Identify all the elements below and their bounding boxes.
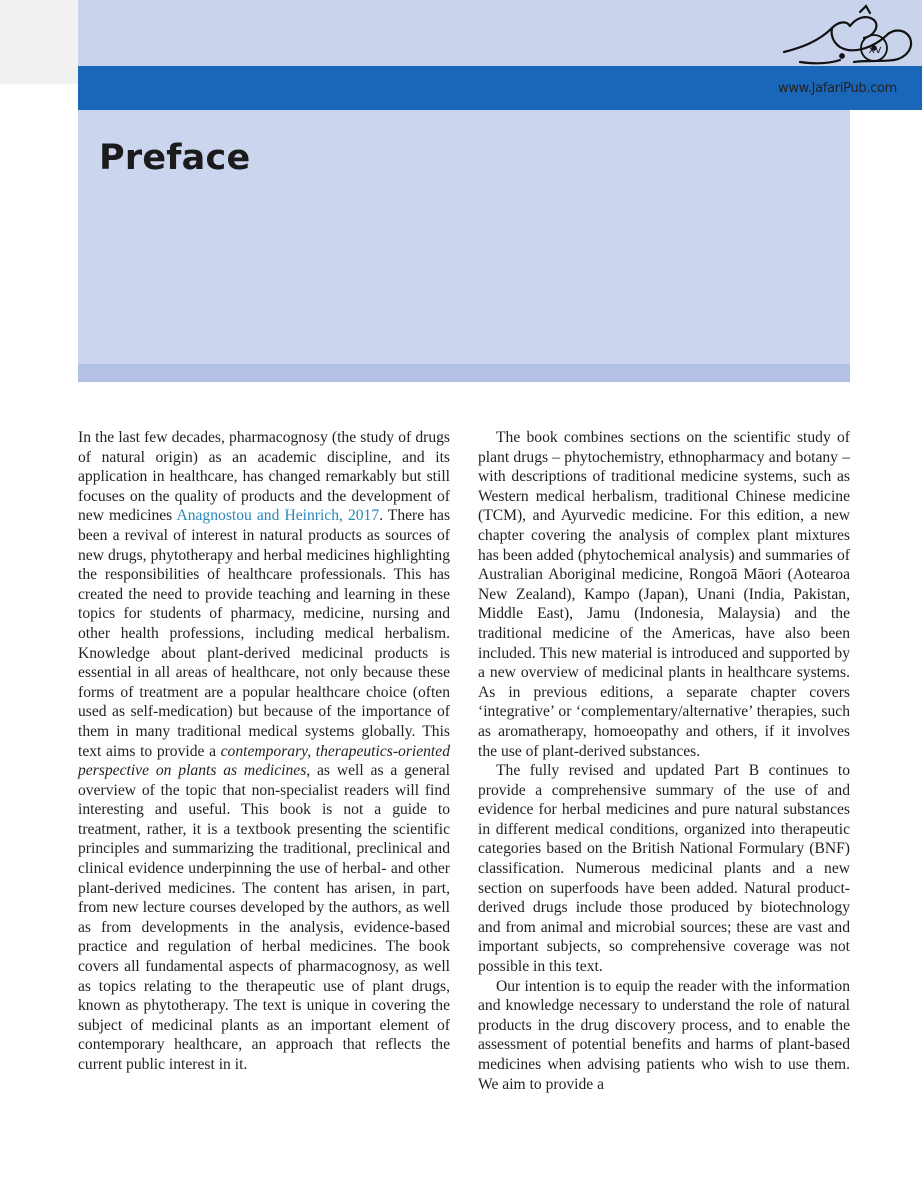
emphasized-text: contemporary, therapeutics-oriented perspective on plants as medicines xyxy=(78,742,450,780)
paragraph-text: , as well as a general overview of the topic that non-specialist readers will find interesting and useful. This book is not a guide to treatment, rather, it is a textbook presenting the scientific principles and summarizing the traditional, preclinical and clinical evidence underpinning the use of herbal- and other plant-derived medicines. The content has arisen, in part, from new lecture courses developed by the authors, as well as from developments in the analysis, evidence-based practice and regulation of herbal medicines. The book covers all fundamental aspects of pharmacognosy, as well as topics relating to the therapeutic use of plant drugs, known as phytotherapy. The text is unique in covering the subject of medicinal plants as an important element of contemporary healthcare, an approach that reflects the current public interest in it. xyxy=(78,762,450,1073)
chapter-header-bottom-strip xyxy=(78,364,850,382)
page-number: xv xyxy=(868,43,882,56)
publisher-website-url: www.JafariPub.com xyxy=(778,81,898,96)
paragraph-text: In the last few decades, pharmacognosy (the study of drugs of natural origin) as an academic discipline, and its application in healthcare, has changed remarkably but still focuses on the quality of products and the development of new medicines xyxy=(78,429,450,525)
paragraph xyxy=(78,428,450,1075)
page-title: Preface xyxy=(99,138,251,178)
page-edge-tab xyxy=(0,0,78,84)
paragraph: The book combines sections on the scientific study of plant drugs – phytochemistry, ethnopharmacy and botany – with descriptions of traditional medicine systems, such as Western medical herbalism, traditional Chinese medicine (TCM), and Ayurvedic medicine. For this edition, a new chapter covering the analysis of complex plant mixtures has been added (phytochemical analysis) and summaries of Australian Aboriginal medicine, Rongoā Māori (Aotearoa New Zealand), Kampo (Japan), Unani (India, Pakistan, Middle East), Jamu (Indonesia, Malaysia) and the traditional medicine of the Americas, have also been included. This new material is introduced and supported by a new overview of medicinal plants in healthcare systems. As in previous editions, a separate chapter covers ‘integrative’ or ‘complementary/alternative’ therapies, such as aromatherapy, homoeopathy and others, if it involves the use of plant-derived substances. xyxy=(478,429,850,760)
paragraph: Our intention is to equip the reader with the information and knowledge necessary to understand the role of natural products in the drug discovery process, and to enable the assessment of potential benefits and harms of plant-based medicines when advising patients who wish to use them. We aim to provide a xyxy=(478,977,850,1093)
publisher-logo xyxy=(770,4,920,104)
citation-link[interactable]: Anagnostou and Heinrich, 2017 xyxy=(176,507,380,525)
left-text-column xyxy=(78,428,450,1075)
paragraph-text: . There has been a revival of interest in natural products as sources of new drugs, phytotherapy and herbal medicines highlighting the responsibilities of healthcare professionals. This has created the need to provide teaching and learning in these topics for students of pharmacy, medicine, nursing and other health professions, including medical herbalism. Knowledge about plant-derived medicinal products is essential in all areas of healthcare, not only because these forms of treatment are a popular healthcare choice (often used as self-medication) but because of the importance of them in many traditional medical systems globally. This text aims to provide a xyxy=(78,507,451,760)
paragraph: The fully revised and updated Part B continues to provide a comprehensive summary of the use of and evidence for herbal medicines and pure natural substances in different medical conditions, organized into therapeutic categories based on the British National Formulary (BNF) classification. Numerous medicinal plants and a new section on superfoods have been added. Natural product-derived drugs include those produced by biotechnology and from animal and microbial sources; these are vast and important subjects, so comprehensive coverage was not possible in this text. xyxy=(478,762,850,976)
right-text-column xyxy=(478,428,850,1094)
calligraphy-logo-icon xyxy=(770,4,920,80)
